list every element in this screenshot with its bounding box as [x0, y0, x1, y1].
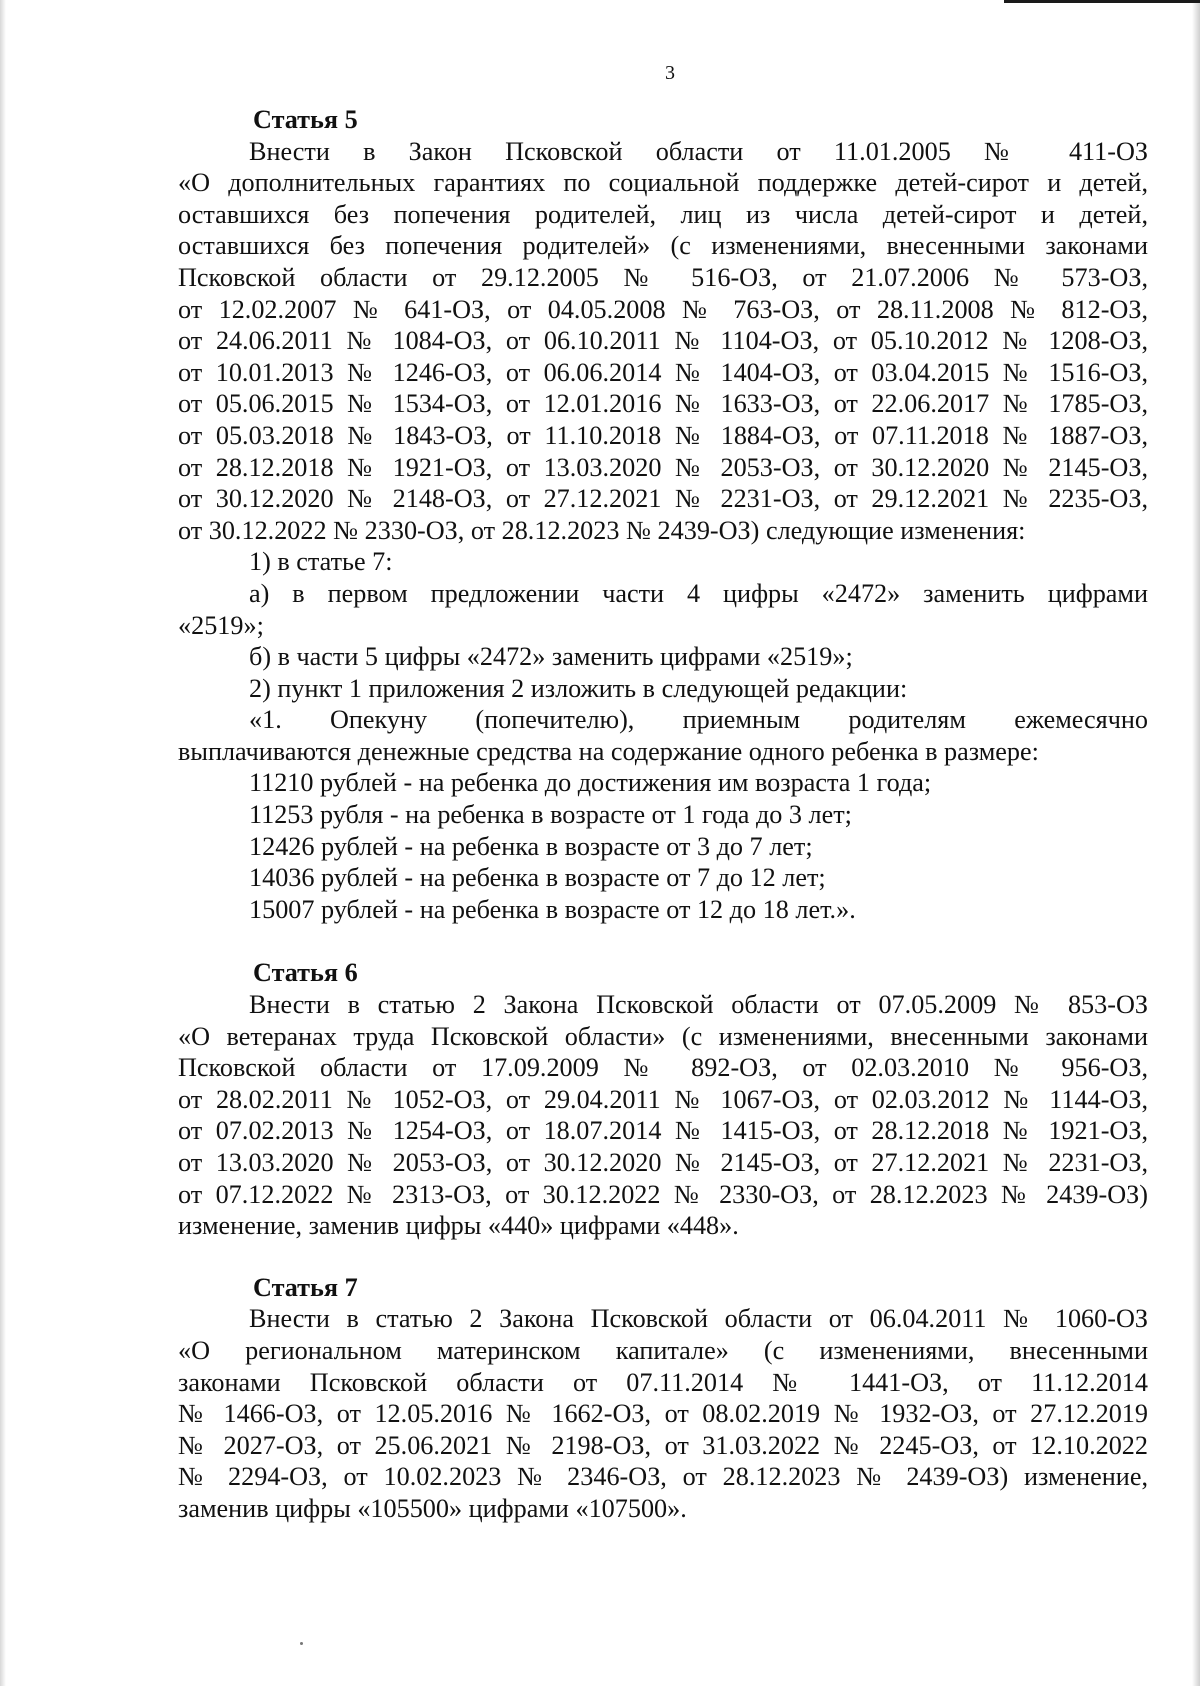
text-line: Внести в статью 2 Закона Псковской области от 07.05.2009 № 853-ОЗ — [249, 990, 1148, 1020]
paragraph — [178, 894, 1148, 926]
text-line: «О дополнительных гарантиях по социальной поддержке детей-сирот и детей, — [178, 168, 1148, 198]
paragraph — [178, 767, 1148, 799]
text-line: от 05.06.2015 № 1534-ОЗ, от 12.01.2016 № 1633-ОЗ, от 22.06.2017 № 1785-ОЗ, — [178, 389, 1148, 419]
paragraph — [178, 704, 1148, 767]
scan-edge-left — [0, 0, 6, 1686]
text-line: оставшихся без попечения родителей, лиц из числа детей-сирот и детей, — [178, 199, 1148, 229]
text-line: № 1466-ОЗ, от 12.05.2016 № 1662-ОЗ, от 08.02.2019 № 1932-ОЗ, от 27.12.2019 — [178, 1399, 1148, 1429]
paragraph — [178, 578, 1148, 641]
text-line: б) в части 5 цифры «2472» заменить цифрами «2519»; — [249, 642, 853, 672]
text-line: Внести в статью 2 Закона Псковской области от 06.04.2011 № 1060-ОЗ — [249, 1304, 1148, 1334]
text-line: 11253 рубля - на ребенка в возрасте от 1 года до 3 лет; — [249, 800, 852, 830]
text-line: от 12.02.2007 № 641-ОЗ, от 04.05.2008 № 763-ОЗ, от 28.11.2008 № 812-ОЗ, — [178, 294, 1148, 324]
article-6 — [178, 957, 1148, 1241]
text-line: заменив цифры «105500» цифрами «107500». — [178, 1493, 687, 1523]
section-gap — [178, 1242, 1148, 1272]
text-line: «О ветеранах труда Псковской области» (с изменениями, внесенными законами — [178, 1021, 1148, 1051]
paragraph — [178, 673, 1148, 705]
scan-speck — [300, 1642, 303, 1645]
text-line: а) в первом предложении части 4 цифры «2472» заменить цифрами — [249, 578, 1148, 608]
paragraph — [178, 831, 1148, 863]
top-rule — [1004, 0, 1200, 3]
paragraph — [178, 989, 1148, 1242]
text-line: от 28.12.2018 № 1921-ОЗ, от 13.03.2020 № 2053-ОЗ, от 30.12.2020 № 2145-ОЗ, — [178, 452, 1148, 482]
paragraph — [178, 641, 1148, 673]
text-line: от 05.03.2018 № 1843-ОЗ, от 11.10.2018 № 1884-ОЗ, от 07.11.2018 № 1887-ОЗ, — [178, 420, 1148, 450]
text-line: от 28.02.2011 № 1052-ОЗ, от 29.04.2011 № 1067-ОЗ, от 02.03.2012 № 1144-ОЗ, — [178, 1084, 1148, 1114]
paragraph — [178, 546, 1148, 578]
paragraph — [178, 799, 1148, 831]
paragraph — [178, 136, 1148, 547]
text-line: от 30.12.2020 № 2148-ОЗ, от 27.12.2021 № 2231-ОЗ, от 29.12.2021 № 2235-ОЗ, — [178, 484, 1148, 514]
article-heading: Статья 6 — [253, 958, 358, 988]
text-line: изменение, заменив цифры «440» цифрами «448». — [178, 1211, 739, 1241]
article-heading: Статья 5 — [253, 105, 358, 134]
text-line: «О региональном материнском капитале» (с изменениями, внесенными — [178, 1335, 1148, 1365]
text-line: № 2294-ОЗ, от 10.02.2023 № 2346-ОЗ, от 28.12.2023 № 2439-ОЗ) изменение, — [178, 1462, 1148, 1492]
text-line: 12426 рублей - на ребенка в возрасте от 3 до 7 лет; — [249, 831, 813, 861]
article-5 — [178, 104, 1148, 925]
text-line: законами Псковской области от 07.11.2014 № 1441-ОЗ, от 11.12.2014 — [178, 1367, 1148, 1397]
text-line: Псковской области от 29.12.2005 № 516-ОЗ, от 21.07.2006 № 573-ОЗ, — [178, 262, 1148, 292]
paragraph — [178, 862, 1148, 894]
text-line: выплачиваются денежные средства на содержание одного ребенка в размере: — [178, 736, 1039, 766]
article-7 — [178, 1272, 1148, 1525]
text-line: «2519»; — [178, 610, 264, 640]
section-gap — [178, 925, 1148, 957]
text-line: от 07.12.2022 № 2313-ОЗ, от 30.12.2022 № 2330-ОЗ, от 28.12.2023 № 2439-ОЗ) — [178, 1179, 1148, 1209]
text-line: от 07.02.2013 № 1254-ОЗ, от 18.07.2014 № 1415-ОЗ, от 28.12.2018 № 1921-ОЗ, — [178, 1116, 1148, 1146]
paragraph — [178, 1303, 1148, 1524]
text-line: 14036 рублей - на ребенка в возрасте от 7 до 12 лет; — [249, 863, 826, 893]
text-line: от 24.06.2011 № 1084-ОЗ, от 06.10.2011 № 1104-ОЗ, от 05.10.2012 № 1208-ОЗ, — [178, 326, 1148, 356]
text-line: оставшихся без попечения родителей» (с изменениями, внесенными законами — [178, 231, 1148, 261]
scan-edge-right — [1192, 0, 1200, 1686]
text-line: Внести в Закон Псковской области от 11.01.2005 № 411-ОЗ — [249, 136, 1148, 166]
text-line: 2) пункт 1 приложения 2 изложить в следующей редакции: — [249, 673, 908, 703]
text-line: от 13.03.2020 № 2053-ОЗ, от 30.12.2020 № 2145-ОЗ, от 27.12.2021 № 2231-ОЗ, — [178, 1148, 1148, 1177]
article-heading: Статья 7 — [253, 1272, 358, 1302]
text-line: от 10.01.2013 № 1246-ОЗ, от 06.06.2014 № 1404-ОЗ, от 03.04.2015 № 1516-ОЗ, — [178, 357, 1148, 387]
text-line: 11210 рублей - на ребенка до достижения им возраста 1 года; — [249, 768, 932, 798]
page-number: 3 — [665, 62, 675, 84]
text-line: № 2027-ОЗ, от 25.06.2021 № 2198-ОЗ, от 31.03.2022 № 2245-ОЗ, от 12.10.2022 — [178, 1430, 1148, 1460]
text-line: Псковской области от 17.09.2009 № 892-ОЗ, от 02.03.2010 № 956-ОЗ, — [178, 1053, 1148, 1083]
text-line: от 30.12.2022 № 2330-ОЗ, от 28.12.2023 № 2439-ОЗ) следующие изменения: — [178, 515, 1026, 545]
text-line: 1) в статье 7: — [249, 547, 393, 577]
text-line: «1. Опекуну (попечителю), приемным родителям ежемесячно — [249, 705, 1148, 735]
document-body — [178, 104, 1148, 1525]
text-line: 15007 рублей - на ребенка в возрасте от 12 до 18 лет.». — [249, 894, 856, 924]
